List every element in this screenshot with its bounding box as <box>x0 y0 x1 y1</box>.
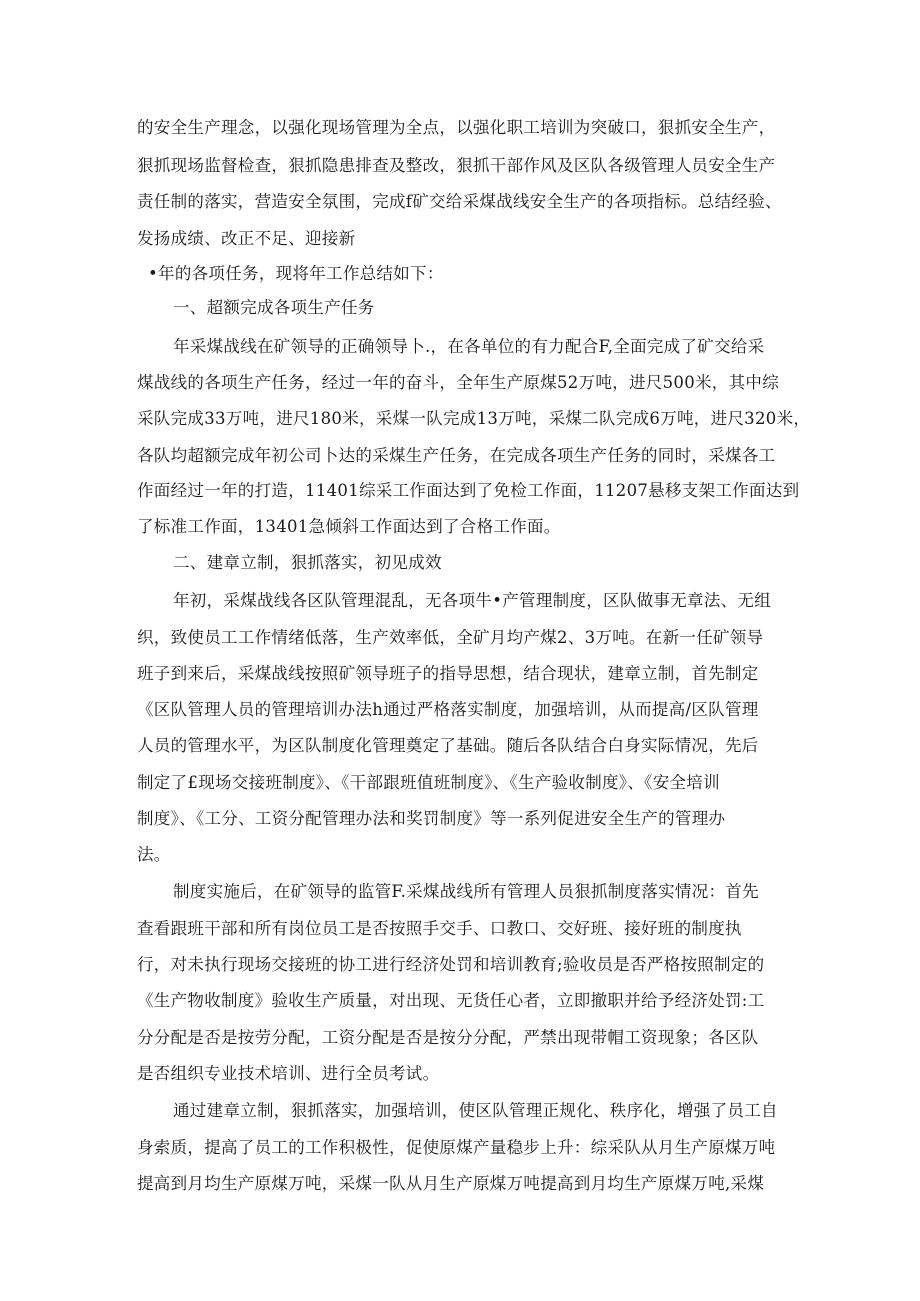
text-line: 年初，采煤战线各区队管理混乱，无各项牛•产管理制度，区队做事无章法、无组 <box>173 591 772 610</box>
text-line: 班子到来后，采煤战线按照矿领导班子的指导思想，结合现状，建章立制，首先制定 <box>137 664 759 683</box>
text-line: 通过建章立制，狠抓落实，加强培训，使区队管理正规化、秩序化，增强了员工自 <box>173 1101 778 1120</box>
text-line: 发扬成绩、改正不足、迎接新 <box>137 229 356 248</box>
text-line: 《区队管理人员的管理培训办法h通过严格落实制度，加强培训，从而提高/区队管理 <box>137 700 759 719</box>
text-line: 采队完成33万吨，进尺180米，采煤一队完成13万吨，采煤二队完成6万吨，进尺320米， <box>137 409 811 428</box>
text-line: 是否组织专业技术培训、进行全员考试。 <box>137 1064 440 1083</box>
text-line: 责任制的落实，营造安全氛围，完成f矿交给采煤战线安全生产的各项指标。总结经验、 <box>137 192 782 211</box>
text-line: 提高到月均生产原煤万吨，采煤一队从月生产原煤万吨提高到月均生产原煤万吨,采煤 <box>137 1174 765 1193</box>
section-heading: 二、建章立制，狠抓落实，初见成效 <box>173 553 442 572</box>
text-line: 狠抓现场监督检查，狠抓隐患排查及整改，狠抓干部作风及区队各级管理人员安全生产 <box>137 156 776 175</box>
text-line: 制定了£现场交接班制度》、《干部跟班值班制度》、《生产验收制度》、《安全培训 <box>137 773 720 792</box>
text-line: 人员的管理水平，为区队制度化管理奠定了基础。随后各队结合白身实际情况，先后 <box>137 736 759 755</box>
text-line: 了标准工作面，13401急倾斜工作面达到了合格工作面。 <box>137 517 561 536</box>
text-line: 制度》、《工分、工资分配管理办法和奖罚制度》等一系列促进安全生产的管理办 <box>137 809 726 828</box>
text-line: 行，对未执行现场交接班的协工进行经济处罚和培训教育;验收员是否严格按照制定的 <box>137 955 765 974</box>
text-line: 法。 <box>137 845 171 864</box>
text-line: 各队均超额完成年初公司卜达的采煤生产任务，在完成各项生产任务的同时，采煤各工 <box>137 446 776 465</box>
text-line: 分分配是否是按劳分配，工资分配是否是按分分配，严禁出现带帽工资现象；各区队 <box>137 1028 759 1047</box>
text-line: 煤战线的各项生产任务，经过一年的奋斗，全年生产原煤52万吨，进尺500米，其中综 <box>137 373 779 392</box>
text-line: 制度实施后，在矿领导的监管F.采煤战线所有管理人员狠抓制度落实情况：首先 <box>173 882 759 901</box>
section-heading: 一、超额完成各项生产任务 <box>173 298 375 317</box>
text-line: 织，致使员工工作情绪低落，生产效率低，全矿月均产煤2、3万吨。在新一任矿领导 <box>137 628 764 647</box>
text-line: 查看跟班干部和所有岗位员工是否按照手交手、口教口、交好班、接好班的制度执 <box>137 919 742 938</box>
text-line: 作面经过一年的打造，11401综采工作面达到了免检工作面，11207悬移支架工作面达到 <box>137 481 800 500</box>
text-line: 年采煤战线在矿领导的正确领导卜.，在各单位的有力配合F,全面完成了矿交给采 <box>173 337 765 356</box>
text-line: 《生产物收制度》验收生产质量，对出现、无货任心者，立即撤职并给予经济处罚:工 <box>137 991 765 1010</box>
text-line: 的安全生产理念，以强化现场管理为全点，以强化职工培训为突破口，狠抓安全生产， <box>137 118 776 137</box>
text-line: 身索质，提高了员工的工作积极性，促使原煤产量稳步上升：综采队从月生产原煤万吨 <box>137 1138 776 1157</box>
text-line: •年的各项任务，现将年工作总结如下： <box>148 264 444 283</box>
